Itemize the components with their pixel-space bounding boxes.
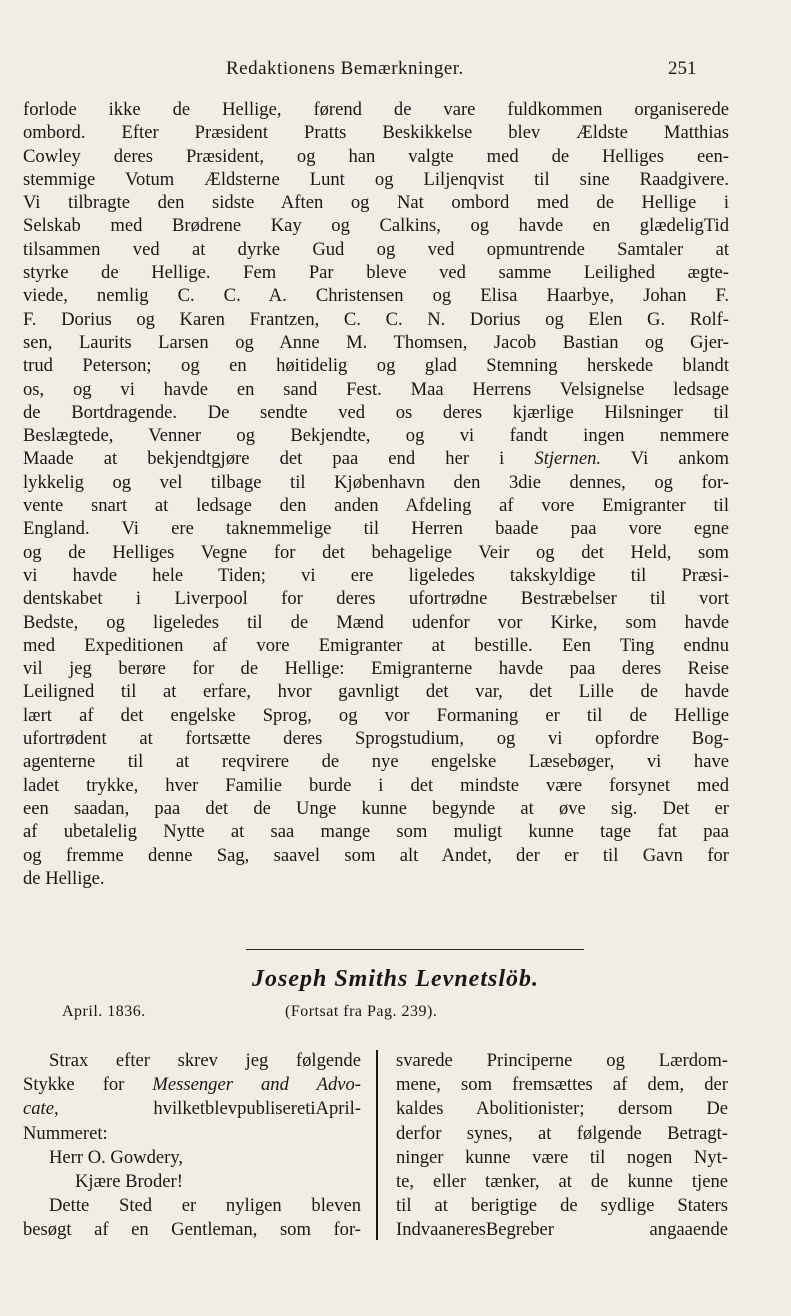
right-column-text [396,1049,728,1243]
italic-text: Messenger and Advo- [152,1074,361,1096]
text-line: Kjære Broder! [75,1170,183,1192]
running-title: Redaktionens Bemærkninger. [226,58,464,79]
italic-text: Stjernen. [534,448,602,470]
text-line: Vi tilbragte den sidste Aften og Nat ombord med de Hellige i [23,192,729,214]
text-line: de Hellige. [23,867,105,889]
text-line: Cowley deres Præsident, og han valgte med de Helliges een- [23,145,729,167]
text-line: ombord. Efter Præsident Pratts Beskikkelse blev Ældste Matthias [23,122,729,144]
left-column-text [23,1049,361,1243]
text-line: og de Helliges Vegne for det behagelige Veir og det Held, som [23,541,729,563]
text-line: F. Dorius og Karen Frantzen, C. C. N. Dorius og Elen G. Rolf- [23,308,729,330]
text-line: svarede Principerne og Lærdom- [396,1050,728,1071]
text-line: til at berigtige de sydlige Staters [396,1195,728,1217]
text-line: lært af det engelske Sprog, og vor Formaning er til de Hellige [23,704,729,726]
text-line: IndvaaneresBegreber angaaende [396,1219,728,1241]
text-line: Bedste, og ligeledes til de Mænd udenfor vor Kirke, som havde [23,611,729,633]
text-line: agenterne til at reqvirere de nye engelske Læsebøger, vi have [23,751,729,773]
text-line: ufortrødent at fortsætte deres Sprogstudium, og vi opfordre Bog- [23,728,729,750]
text-line: Dette Sted er nyligen bleven [49,1195,361,1217]
text-line: Herr O. Gowdery, [49,1146,184,1168]
text-line: Nummeret: [23,1122,108,1144]
text-line: og fremme denne Sag, saavel som alt Andet, der er til Gavn for [23,844,729,866]
section-divider-rule [246,949,584,950]
text-line: Leiligned til at erfare, hvor gavnligt det var, det Lille de havde [23,681,729,703]
text-line: besøgt af en Gentleman, som for- [23,1219,361,1241]
continued-note: (Fortsat fra Pag. 239). [285,1003,438,1020]
text-line: af ubetalelig Nytte at saa mange som muligt kunne tage fat paa [23,821,729,843]
text-line: Strax efter skrev jeg følgende [49,1050,361,1071]
text-line: mene, som fremsættes af dem, der [396,1074,728,1096]
text-line: forlode ikke de Hellige, førend de vare fuldkommen organiserede [23,99,729,120]
section-title: Joseph Smiths Levnetslöb. [251,966,540,992]
text-line: Selskab med Brødrene Kay og Calkins, og havde en glædeligTid [23,215,729,237]
text-line: styrke de Hellige. Fem Par bleve ved samme Leilighed ægte- [23,262,729,284]
page-number: 251 [668,58,697,79]
text-line: lykkelig og vel tilbage til Kjøbenhavn den 3die dennes, og for- [23,471,729,493]
column-divider-rule [376,1050,378,1240]
text-line: derfor synes, at følgende Betragt- [396,1122,728,1144]
text-line: viede, nemlig C. C. A. Christensen og Elisa Haarbye, Johan F. [23,285,729,307]
text-line: tilsammen ved at dyrke Gud og ved opmuntrende Samtaler at [23,238,729,260]
text-line: te, eller tænker, at de kunne tjene [396,1170,728,1192]
section-dateline: April. 1836. [62,1003,146,1020]
text-line: England. Vi ere taknemmelige til Herren baade paa vore egne [23,518,729,540]
text-line: de Bortdragende. De sendte ved os deres kjærlige Hilsninger til [23,401,729,423]
editorial-notes-text [23,98,729,890]
text-line: Maade at bekjendtgjøre det paa end her i Stjernen. Vi ankom [23,448,730,470]
text-line: os, og vi havde en sand Fest. Maa Herrens Velsignelse ledsage [23,378,729,400]
running-head [0,58,791,84]
text-line: vil jeg berøre for de Hellige: Emigranterne havde paa deres Reise [23,658,729,680]
text-line: cate, hvilketblevpubliseretiApril- [23,1098,361,1120]
italic-text: cate, [23,1098,59,1120]
text-line: med Expeditionen af vore Emigranter at bestille. Een Ting endnu [23,634,729,656]
text-line: vente snart at ledsage den anden Afdeling af vore Emigranter til [23,495,729,517]
text-line: ladet trykke, hver Familie burde i det mindste være forsynet med [23,774,729,796]
text-line: sen, Laurits Larsen og Anne M. Thomsen, Jacob Bastian og Gjer- [23,331,729,353]
text-line: ninger kunne være til nogen Nyt- [396,1146,728,1168]
text-line: kaldes Abolitionister; dersom De [396,1098,728,1120]
text-line: een saadan, paa det de Unge kunne begynde at øve sig. Det er [23,797,729,819]
text-line: trud Peterson; og en høitidelig og glad Stemning herskede blandt [23,355,729,377]
text-line: dentskabet i Liverpool for deres ufortrødne Bestræbelser til vort [23,588,729,610]
text-line: Beslægtede, Venner og Bekjendte, og vi fandt ingen nemmere [23,425,729,447]
text-line: stemmige Votum Ældsterne Lunt og Liljenqvist til sine Raadgivere. [23,168,729,190]
text-line: vi havde hele Tiden; vi ere ligeledes takskyldige til Præsi- [23,564,729,586]
text-line: Stykke for Messenger and Advo- [23,1074,361,1096]
